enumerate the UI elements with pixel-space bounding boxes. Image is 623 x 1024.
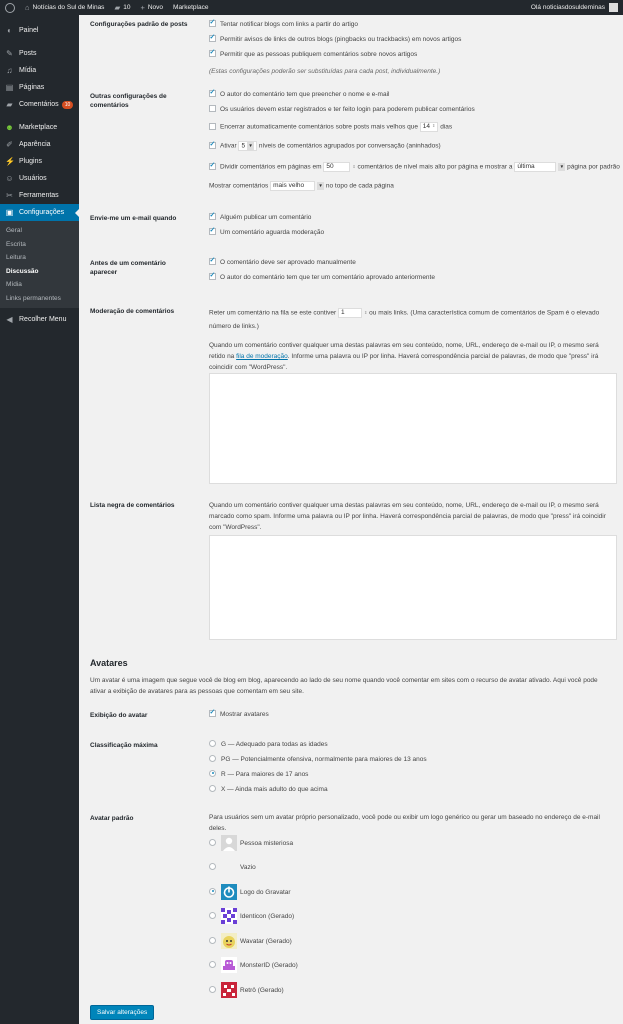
option-label: comentários de nível mais alto por página e mostrar a	[357, 163, 513, 171]
option-label: ou mais links. (Uma característica comum de comentários de Spam é o elevado	[369, 309, 600, 317]
default-avatar-description	[209, 812, 619, 834]
pingbacks-option[interactable]	[209, 35, 461, 44]
mystery-person-icon	[221, 835, 237, 851]
monsterid-icon	[221, 957, 237, 973]
checkbox[interactable]	[209, 20, 216, 27]
new-label: Novo	[147, 4, 164, 11]
page-icon: ▤	[5, 83, 14, 92]
avatar-option-identicon[interactable]	[209, 906, 294, 926]
menu-label: Comentários	[19, 101, 59, 108]
email-on-moderation-option[interactable]	[209, 228, 324, 237]
chevron-down-icon: ▼	[559, 164, 565, 169]
moderation-description	[209, 340, 619, 373]
menu-item-comentarios[interactable]	[0, 96, 79, 113]
submenu-discussao[interactable]: Discussão	[6, 267, 39, 275]
radio[interactable]	[209, 912, 216, 919]
radio[interactable]	[209, 937, 216, 944]
submenu-midia[interactable]: Mídia	[6, 281, 22, 288]
option-label: O autor do comentário tem que preencher o nome e e-mail	[220, 91, 390, 98]
submenu-escrita[interactable]: Escrita	[6, 240, 26, 248]
comments-link[interactable]	[109, 0, 135, 15]
rating-x-option[interactable]	[209, 785, 328, 794]
option-label: Os usuários devem estar registrados e ter feito login para poderem publicar comentários	[220, 106, 475, 113]
max-rating-label: Classificação máxima	[90, 742, 158, 749]
require-name-email-option[interactable]	[209, 90, 389, 99]
admin-sidebar	[0, 15, 79, 1024]
plugin-icon: ⚡	[5, 157, 15, 166]
option-label: Dividir comentários em páginas em	[220, 163, 322, 171]
users-icon: ☺	[5, 174, 14, 183]
option-label: níveis de comentários agrupados por conversação (aninhados)	[258, 142, 441, 150]
option-label: Mostrar avatares	[220, 711, 269, 718]
checkbox[interactable]	[209, 90, 216, 97]
option-label: Wavatar (Gerado)	[240, 937, 292, 945]
menu-item-marketplace[interactable]	[0, 119, 79, 136]
option-label: Retrô (Gerado)	[240, 986, 284, 994]
moderation-keys-textarea[interactable]	[209, 373, 617, 484]
menu-label: Marketplace	[19, 124, 58, 131]
option-label: Permitir avisos de links de outros blogs (pingbacks ou trackbacks) em novos artigos	[220, 36, 462, 43]
checkbox[interactable]	[209, 50, 216, 57]
option-label: R — Para maiores de 17 anos	[221, 771, 309, 778]
rating-r-option[interactable]	[209, 770, 308, 779]
other-comments-label: Outras configurações de comentários	[90, 93, 167, 109]
wordpress-icon	[5, 3, 15, 13]
checkbox[interactable]	[209, 123, 216, 130]
marketplace-link[interactable]	[168, 0, 213, 15]
option-label: PG — Potencialmente ofensiva, normalmente para maiores de 13 anos	[221, 756, 427, 763]
comment-count-badge: 10	[62, 101, 74, 109]
description-line: marcado como spam. Informe uma palavra ou IP por linha. Haverá correspondência parcial de palavras, de modo que "press" irá coincidir	[209, 513, 606, 520]
before-appear-label: Antes de um comentário aparecer	[90, 260, 166, 276]
description-line: coincidir com "WordPress".	[209, 364, 288, 371]
menu-item-posts[interactable]	[0, 45, 79, 62]
marketplace-icon: ☻	[5, 123, 14, 132]
option-label: no topo de cada página	[325, 182, 394, 190]
menu-item-painel[interactable]	[0, 22, 79, 39]
paginate-comments-option[interactable]	[209, 162, 620, 172]
menu-label: Painel	[19, 27, 39, 34]
option-label: Logo do Gravatar	[240, 888, 291, 896]
description-line: Quando um comentário contiver qualquer uma destas palavras em seu conteúdo, nome, URL, endereço de e-mail ou IP, o mesmo será	[209, 342, 599, 349]
thread-levels-select[interactable]	[238, 141, 257, 151]
save-changes-button[interactable]: Salvar alterações	[90, 1005, 154, 1020]
close-days-input[interactable]	[420, 122, 439, 132]
option-label: O autor do comentário tem que ter um comentário aprovado anteriormente	[220, 274, 435, 281]
hold-links-option	[209, 308, 599, 318]
comments-count: 10	[123, 4, 131, 11]
input-value: 50	[326, 163, 334, 170]
close-comments-option[interactable]	[209, 122, 452, 132]
avatar-display-label: Exibição do avatar	[90, 712, 148, 719]
site-name: Notícias do Sul de Minas	[32, 4, 105, 11]
menu-item-usuarios[interactable]	[0, 170, 79, 187]
comment-order-option	[209, 181, 394, 191]
pin-icon: ✎	[6, 49, 13, 58]
chevron-down-icon: ▼	[318, 183, 323, 188]
settings-icon: ▣	[5, 208, 14, 217]
checkbox[interactable]	[209, 273, 216, 280]
collapse-menu-button[interactable]	[0, 311, 79, 328]
moderation-label: Moderação de comentários	[90, 308, 175, 315]
avatar	[609, 3, 618, 12]
checkbox[interactable]	[209, 35, 216, 42]
option-label: Encerrar automaticamente comentários sobre posts mais velhos que	[220, 123, 418, 131]
thread-comments-option[interactable]	[209, 141, 441, 151]
option-label: X — Ainda mais adulto do que acima	[221, 786, 328, 793]
avatar-option-monsterid[interactable]	[209, 955, 298, 975]
select-value: mais velho	[273, 182, 305, 189]
option-label: MonsterID (Gerado)	[240, 961, 298, 969]
email-on-comment-option[interactable]	[209, 213, 311, 222]
avatar-option-wavatar[interactable]	[209, 931, 292, 951]
avatars-heading: Avatares	[90, 658, 128, 668]
site-name-link[interactable]	[20, 0, 109, 15]
my-account-link[interactable]	[526, 0, 623, 15]
option-label: Reter um comentário na fila se este contiver	[209, 309, 337, 317]
option-label: Permitir que as pessoas publiquem comentários sobre novos artigos	[220, 51, 418, 58]
option-label: Tentar notificar blogs com links a partir do artigo	[220, 21, 359, 28]
select-value: 5	[241, 142, 246, 150]
checkbox[interactable]	[209, 105, 216, 112]
dashboard-icon: ◐	[7, 26, 12, 35]
option-label: Ativar	[220, 142, 237, 150]
radio[interactable]	[209, 863, 216, 870]
menu-label: Mídia	[19, 67, 37, 74]
menu-label: Configurações	[19, 209, 65, 216]
show-avatars-option[interactable]	[209, 710, 269, 719]
option-label: Identicon (Gerado)	[240, 912, 295, 920]
option-label: página por padrão	[567, 163, 620, 171]
notify-blogs-option[interactable]	[209, 20, 358, 29]
plus-icon: +	[140, 3, 145, 12]
menu-label: Ferramentas	[19, 192, 59, 199]
submenu-geral[interactable]: Geral	[6, 227, 22, 234]
menu-label: Posts	[19, 50, 37, 57]
submenu-links-permanentes[interactable]: Links permanentes	[6, 294, 61, 302]
new-content-link[interactable]	[135, 0, 168, 15]
menu-item-midia[interactable]	[0, 62, 79, 79]
default-avatar-label: Avatar padrão	[90, 815, 134, 822]
email-me-label: Envie-me um e-mail quando	[90, 215, 177, 222]
radio[interactable]	[209, 785, 216, 792]
menu-label: Plugins	[19, 158, 42, 165]
description-line: Quando um comentário contiver qualquer uma destas palavras em seu conteúdo, nome, URL, endereço de e-mail ou IP, o mesmo será	[209, 502, 599, 509]
require-login-option[interactable]	[209, 105, 475, 114]
intro-line: Um avatar é uma imagem que segue você de blog em blog, aparecendo ao lado de seu nome quando você comentar em sites com o recurso de avatar ativado. Aqui você pode	[90, 677, 598, 684]
default-post-label: Configurações padrão de posts	[90, 21, 188, 28]
intro-line: ativar a exibição de avatares para as pessoas que comentam em seu site.	[90, 688, 304, 695]
settings-submenu	[0, 221, 79, 308]
wavatar-icon	[221, 933, 237, 949]
identicon-icon	[221, 908, 237, 924]
checkbox[interactable]	[209, 228, 216, 235]
settings-form	[79, 15, 623, 1024]
tools-icon: ✂	[6, 191, 13, 200]
avatar-option-mystery[interactable]	[209, 833, 293, 853]
description-text: . Informe uma palavra ou IP por linha. Haverá correspondência parcial de palavras, de modo que "press" irá	[287, 353, 599, 360]
checkbox[interactable]	[209, 142, 216, 149]
spinner-icon[interactable]: ⇕	[352, 164, 356, 169]
radio[interactable]	[209, 986, 216, 993]
blacklist-keys-textarea[interactable]	[209, 535, 617, 640]
gravatar-logo-icon	[221, 884, 237, 900]
blacklist-description	[209, 500, 619, 533]
radio[interactable]	[209, 770, 216, 777]
max-links-input[interactable]	[338, 308, 362, 318]
allow-comments-option[interactable]	[209, 50, 417, 59]
menu-label: Aparência	[19, 141, 51, 148]
select-value: última	[517, 163, 535, 170]
menu-label: Páginas	[19, 84, 45, 91]
home-icon: ⌂	[25, 3, 30, 12]
avatars-intro	[90, 675, 615, 697]
menu-item-configuracoes[interactable]	[0, 204, 79, 221]
avatar-option-gravatar[interactable]	[209, 882, 291, 902]
description-line: Para usuários sem um avatar próprio personalizado, você pode ou exibir um logo genérico ou gerar um baseado no endereço de e-mail	[209, 814, 600, 821]
input-value: 1	[340, 309, 345, 316]
brush-icon: ✐	[6, 140, 13, 149]
marketplace-label: Marketplace	[173, 4, 209, 11]
collapse-icon: ◀	[6, 315, 13, 324]
retro-icon	[221, 982, 237, 998]
blacklist-label: Lista negra de comentários	[90, 502, 175, 509]
comment-icon: ▰	[6, 100, 13, 109]
media-icon: ♫	[6, 66, 13, 75]
radio[interactable]	[209, 961, 216, 968]
blank-avatar-icon	[221, 859, 237, 875]
radio[interactable]	[209, 755, 216, 762]
spinner-icon[interactable]: ⇕	[432, 123, 436, 129]
option-label: Um comentário aguarda moderação	[220, 229, 325, 236]
hold-links-note: número de links.)	[209, 323, 259, 330]
checkbox[interactable]	[209, 710, 216, 717]
manual-approval-option[interactable]	[209, 258, 356, 267]
comments-per-page-input[interactable]	[323, 162, 350, 172]
avatar-option-blank[interactable]	[209, 857, 256, 877]
avatar-option-retro[interactable]	[209, 980, 284, 1000]
previously-approved-option[interactable]	[209, 273, 435, 282]
submenu-leitura[interactable]: Leitura	[6, 254, 26, 261]
chevron-down-icon: ▼	[248, 143, 253, 148]
collapse-label: Recolher Menu	[19, 316, 67, 323]
checkbox[interactable]	[209, 213, 216, 220]
option-label: dias	[440, 123, 453, 131]
default-post-note: (Estas configurações poderão ser substituídas para cada post, individualmente.)	[209, 68, 441, 75]
default-page-select[interactable]	[514, 162, 556, 172]
radio[interactable]	[209, 888, 216, 895]
rating-g-option[interactable]	[209, 740, 328, 749]
wp-logo-menu[interactable]	[0, 0, 20, 15]
comment-order-select[interactable]	[270, 181, 315, 191]
checkbox[interactable]	[209, 163, 216, 170]
option-label: Pessoa misteriosa	[240, 839, 294, 847]
description-text: retido na	[209, 353, 235, 360]
moderation-queue-link[interactable]: fila de moderação	[236, 353, 288, 360]
menu-item-plugins[interactable]	[0, 153, 79, 170]
menu-item-ferramentas[interactable]	[0, 187, 79, 204]
comment-icon: ▰	[114, 3, 121, 12]
menu-item-paginas[interactable]	[0, 79, 79, 96]
description-line	[209, 351, 619, 362]
greeting: Olá noticiasdosuldeminas	[530, 4, 605, 11]
option-label: Mostrar comentários	[209, 182, 269, 190]
input-value: 14	[422, 123, 431, 130]
option-label: Vazio	[240, 863, 256, 871]
spinner-icon[interactable]: ⇕	[363, 310, 368, 315]
description-line: com "WordPress".	[209, 524, 262, 531]
checkbox[interactable]	[209, 258, 216, 265]
option-label: Alguém publicar um comentário	[220, 214, 312, 221]
menu-item-aparencia[interactable]	[0, 136, 79, 153]
menu-label: Usuários	[19, 175, 47, 182]
option-label: G — Adequado para todas as idades	[221, 741, 328, 748]
radio[interactable]	[209, 740, 216, 747]
admin-bar	[0, 0, 623, 15]
option-label: O comentário deve ser aprovado manualmente	[220, 259, 356, 266]
rating-pg-option[interactable]	[209, 755, 427, 764]
description-line: deles.	[209, 825, 227, 832]
radio[interactable]	[209, 839, 216, 846]
